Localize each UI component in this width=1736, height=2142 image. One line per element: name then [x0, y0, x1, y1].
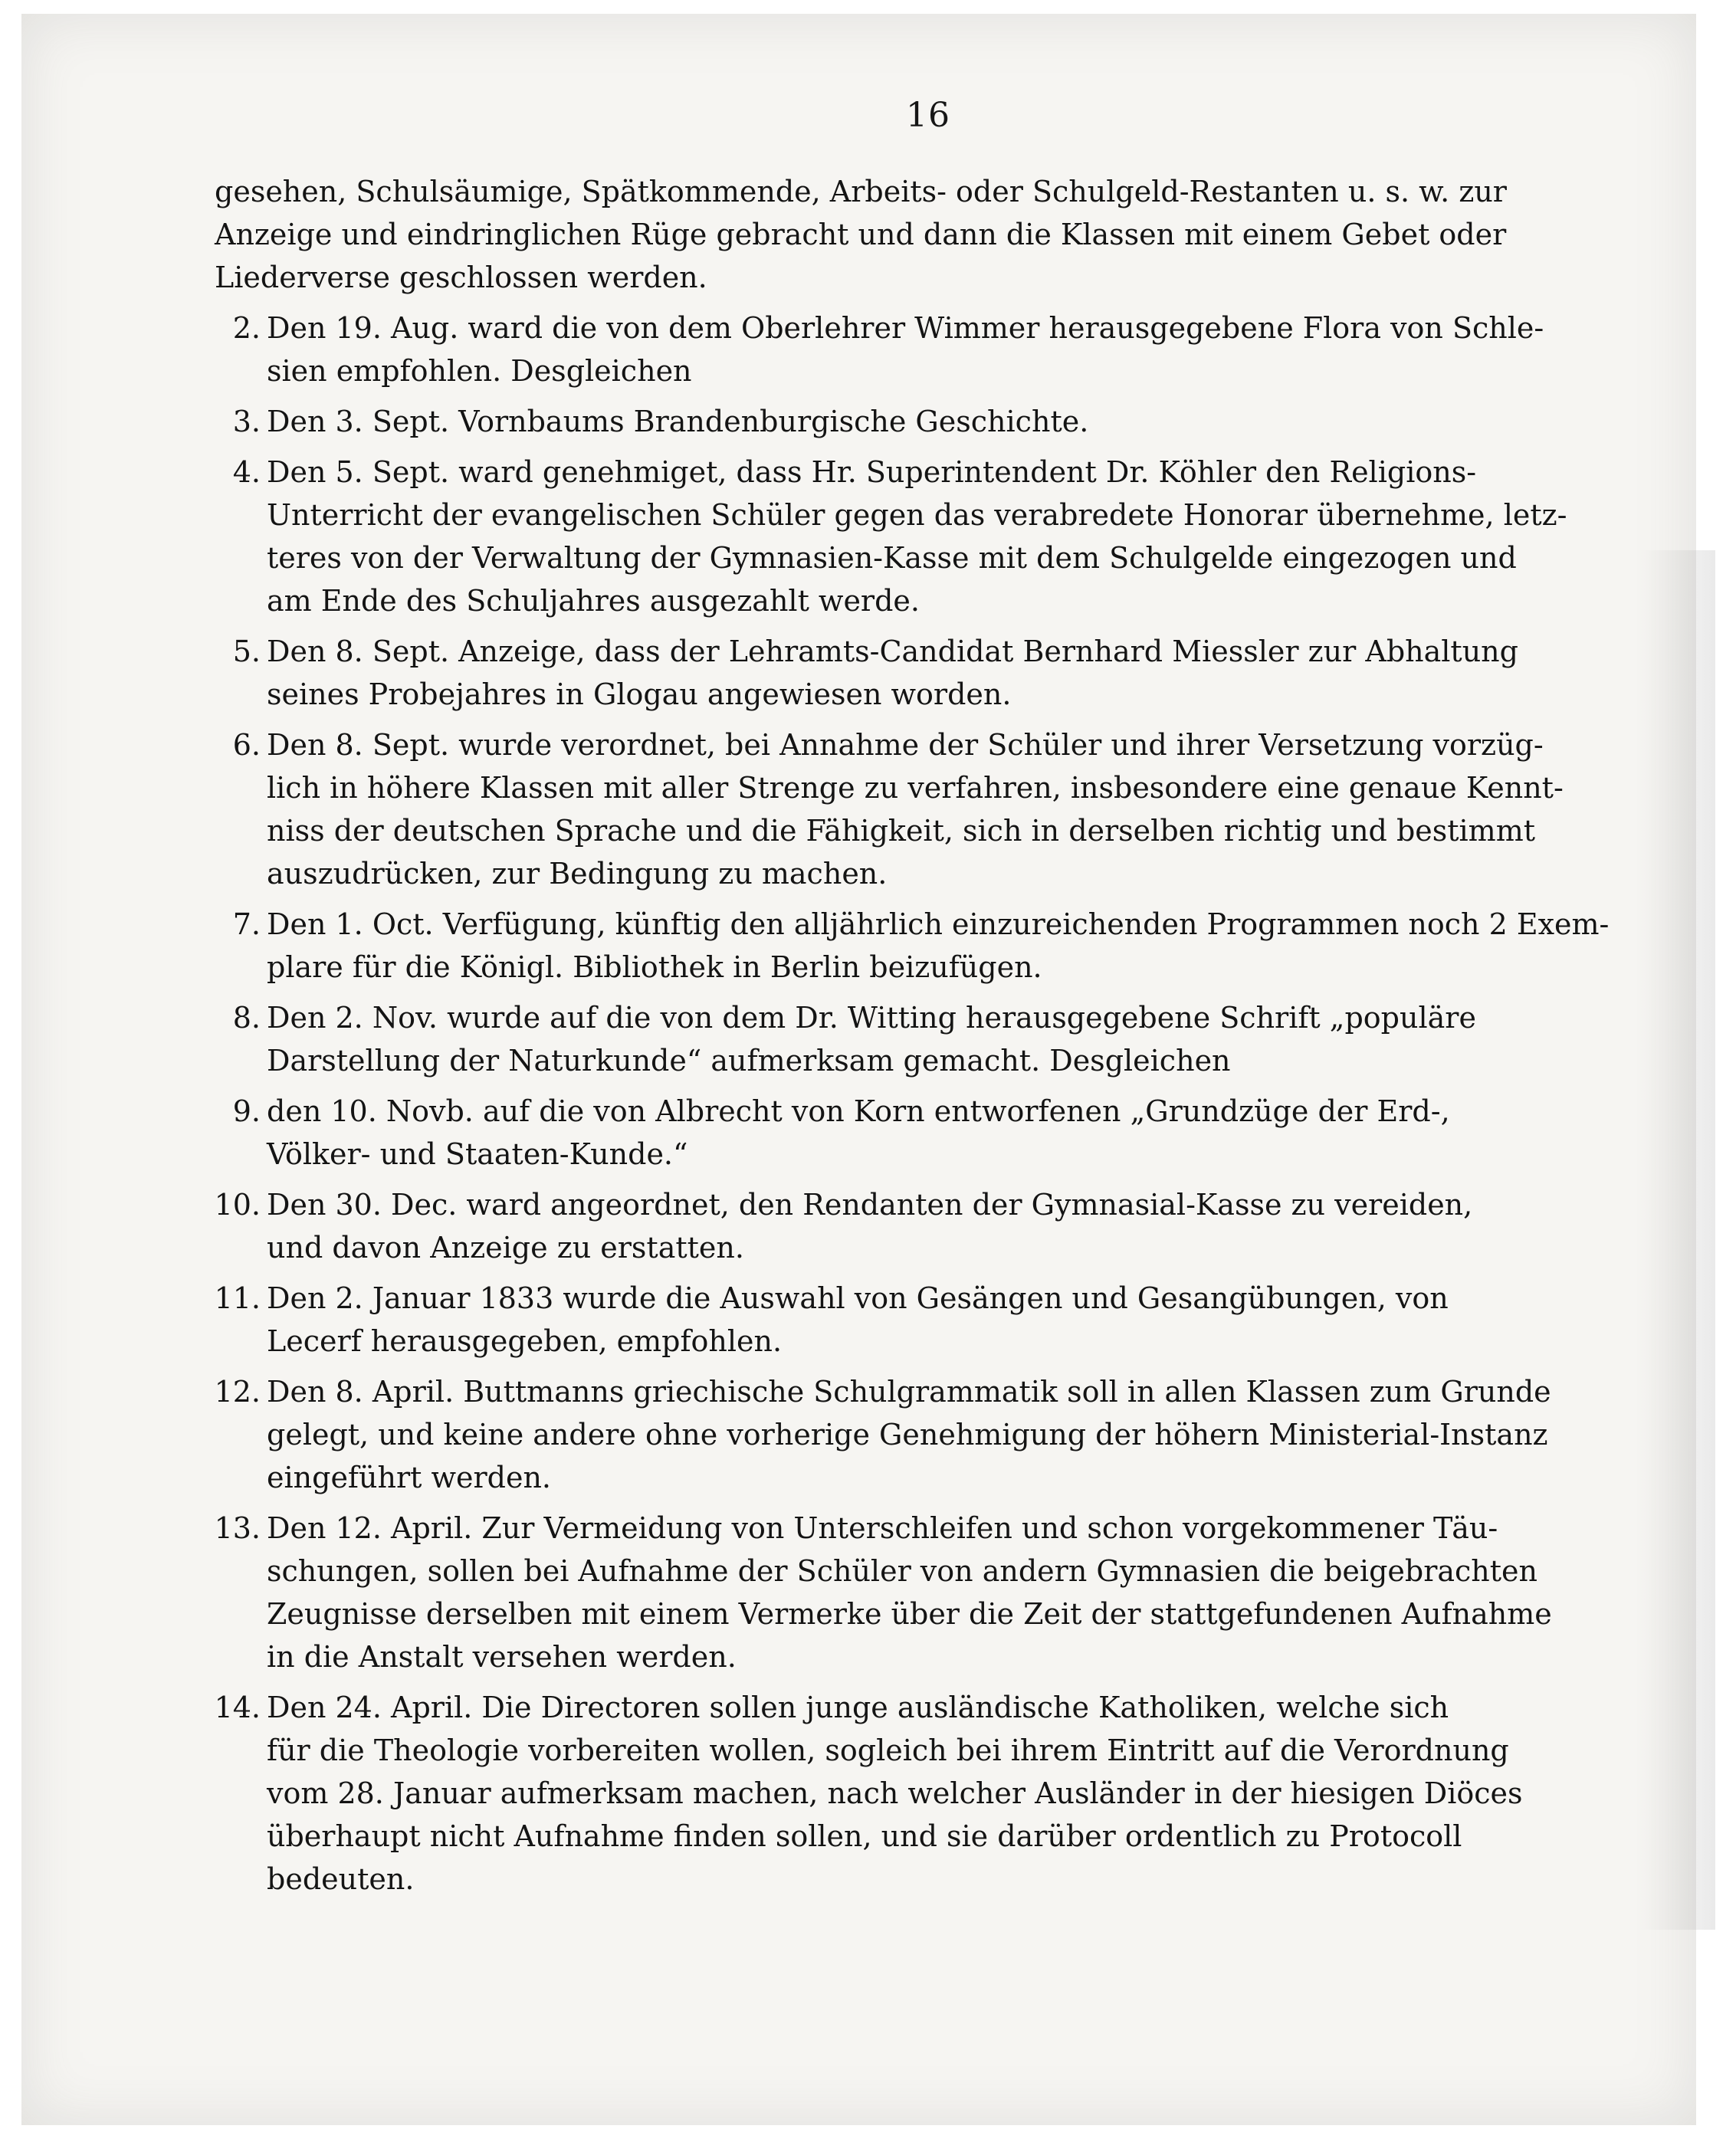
text-line: plare für die Königl. Bibliothek in Berlin beizufügen. [267, 950, 1042, 984]
page-number: 16 [906, 96, 950, 135]
list-item-text [267, 1370, 1625, 1499]
text-line: Den 24. April. Die Directoren sollen junge ausländische Katholiken, welche sich [267, 1691, 1449, 1724]
list-item-text [267, 1183, 1625, 1269]
list-item-text [267, 903, 1625, 989]
list-item-number: 14. [214, 1691, 261, 1724]
text-line: gesehen, Schulsäumige, Spätkommende, Arbeits- oder Schulgeld-Restanten u. s. w. zur [215, 175, 1507, 208]
text-line: am Ende des Schuljahres ausgezahlt werde. [267, 584, 920, 618]
list-item [215, 451, 1625, 622]
list-item-number: 13. [214, 1511, 261, 1545]
text-line: lich in höhere Klassen mit aller Strenge zu verfahren, insbesondere eine genaue Kennt- [267, 771, 1564, 805]
text-line: Den 8. April. Buttmanns griechische Schulgrammatik soll in allen Klassen zum Grunde [267, 1375, 1551, 1409]
list-item-text [267, 630, 1625, 716]
text-line: Völker- und Staaten-Kunde.“ [267, 1137, 688, 1171]
list-item [215, 1507, 1625, 1678]
list-item [215, 903, 1625, 989]
list-item-text [267, 451, 1625, 622]
text-line: gelegt, und keine andere ohne vorherige Genehmigung der höhern Ministerial-Instanz [267, 1418, 1548, 1452]
text-line: Den 8. Sept. wurde verordnet, bei Annahme der Schüler und ihrer Versetzung vorzüg- [267, 728, 1544, 762]
text-line: schungen, sollen bei Aufnahme der Schüler von andern Gymnasien die beigebrachten [267, 1554, 1538, 1588]
text-line: Lecerf herausgegeben, empfohlen. [267, 1324, 783, 1358]
list-item [215, 1183, 1625, 1269]
text-line: Liederverse geschlossen werden. [215, 261, 707, 294]
text-line: bedeuten. [267, 1862, 415, 1896]
text-line: Den 12. April. Zur Vermeidung von Unterschleifen und schon vorgekommener Täu- [267, 1511, 1498, 1545]
list-item [215, 1686, 1625, 1901]
list-item-number: 12. [214, 1375, 261, 1409]
text-line: Unterricht der evangelischen Schüler gegen das verabredete Honorar übernehme, letz- [267, 498, 1567, 532]
list-item-text [267, 1507, 1625, 1678]
list-item [215, 630, 1625, 716]
text-line: für die Theologie vorbereiten wollen, sogleich bei ihrem Eintritt auf die Verordnung [267, 1734, 1509, 1767]
text-line: Den 30. Dec. ward angeordnet, den Rendanten der Gymnasial-Kasse zu vereiden, [267, 1188, 1473, 1222]
list-item-number: 4. [232, 455, 261, 489]
text-line: auszudrücken, zur Bedingung zu machen. [267, 857, 888, 891]
text-line: den 10. Novb. auf die von Albrecht von Korn entworfenen „Grundzüge der Erd-, [267, 1094, 1450, 1128]
list-item-number: 7. [232, 907, 261, 941]
text-line: Den 2. Januar 1833 wurde die Auswahl von Gesängen und Gesangübungen, von [267, 1281, 1449, 1315]
text-line: seines Probejahres in Glogau angewiesen worden. [267, 677, 1012, 711]
page-body [215, 170, 1625, 1901]
text-line: überhaupt nicht Aufnahme finden sollen, und sie darüber ordentlich zu Protocoll [267, 1819, 1462, 1853]
list-item-number: 10. [214, 1188, 261, 1222]
text-line: Den 5. Sept. ward genehmiget, dass Hr. Superintendent Dr. Köhler den Religions- [267, 455, 1477, 489]
list-item-number: 5. [232, 635, 261, 668]
text-line: in die Anstalt versehen werden. [267, 1640, 737, 1674]
list-item-number: 8. [232, 1001, 261, 1035]
text-line: eingeführt werden. [267, 1461, 552, 1494]
list-item-number: 2. [232, 311, 261, 345]
page-curl-shadow [1639, 550, 1715, 1930]
text-line: Den 1. Oct. Verfügung, künftig den alljährlich einzureichenden Programmen noch 2 Exem- [267, 907, 1610, 941]
list-item-number: 9. [232, 1094, 261, 1128]
list-item [215, 1090, 1625, 1176]
text-line: niss der deutschen Sprache und die Fähigkeit, sich in derselben richtig und bestimmt [267, 814, 1536, 848]
list-item-number: 3. [232, 405, 261, 438]
text-line: Anzeige und eindringlichen Rüge gebracht und dann die Klassen mit einem Gebet oder [215, 218, 1507, 251]
list-item-text [267, 1277, 1625, 1363]
list-item-text [267, 400, 1625, 443]
list-item [215, 307, 1625, 392]
list-item-text [267, 1090, 1625, 1176]
text-line: Darstellung der Naturkunde“ aufmerksam gemacht. Desgleichen [267, 1044, 1231, 1078]
numbered-list [215, 307, 1625, 1901]
text-line: Den 19. Aug. ward die von dem Oberlehrer Wimmer herausgegebene Flora von Schle- [267, 311, 1544, 345]
text-line: sien empfohlen. Desgleichen [267, 354, 692, 388]
text-line: Zeugnisse derselben mit einem Vermerke über die Zeit der stattgefundenen Aufnahme [267, 1597, 1552, 1631]
text-line: teres von der Verwaltung der Gymnasien-Kasse mit dem Schulgelde eingezogen und [267, 541, 1517, 575]
list-item-text [267, 723, 1625, 895]
list-item-text [267, 996, 1625, 1082]
list-item [215, 400, 1625, 443]
list-item-text [267, 1686, 1625, 1901]
list-item-number: 6. [232, 728, 261, 762]
text-line: Den 3. Sept. Vornbaums Brandenburgische Geschichte. [267, 405, 1089, 438]
list-item-text [267, 307, 1625, 392]
text-line: Den 2. Nov. wurde auf die von dem Dr. Witting herausgegebene Schrift „populäre [267, 1001, 1476, 1035]
list-item [215, 1277, 1625, 1363]
text-line: und davon Anzeige zu erstatten. [267, 1231, 744, 1265]
text-line: vom 28. Januar aufmerksam machen, nach welcher Ausländer in der hiesigen Diöces [267, 1776, 1523, 1810]
text-line: Den 8. Sept. Anzeige, dass der Lehramts-Candidat Bernhard Miessler zur Abhaltung [267, 635, 1518, 668]
list-item-number: 11. [214, 1281, 261, 1315]
list-item [215, 1370, 1625, 1499]
list-item [215, 723, 1625, 895]
intro-paragraph [215, 170, 1625, 299]
list-item [215, 996, 1625, 1082]
